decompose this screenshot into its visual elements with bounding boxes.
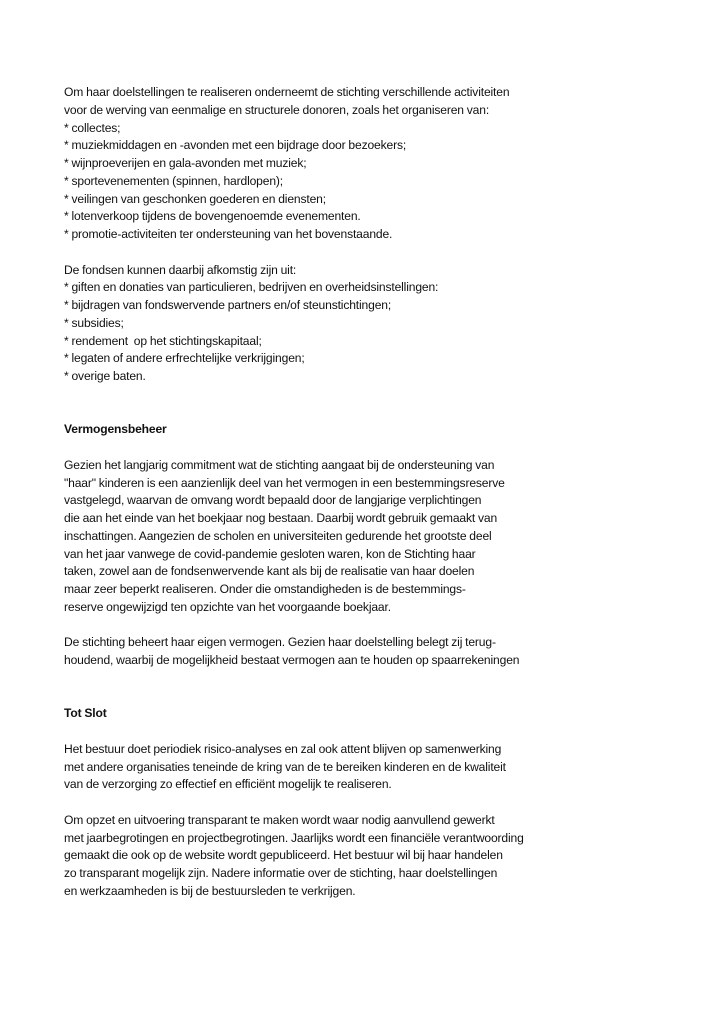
list-item: * lotenverkoop tijdens de bovengenoemde evenementen.: [64, 209, 361, 224]
section-heading-vermogensbeheer: Vermogensbeheer: [64, 422, 167, 437]
section-heading-tot-slot: Tot Slot: [64, 706, 107, 721]
text-line: zo transparant mogelijk zijn. Nadere informatie over de stichting, haar doelstellingen: [64, 866, 498, 880]
document-page: [64, 84, 684, 901]
spacer: [64, 244, 684, 262]
list-item: * giften en donaties van particulieren, bedrijven en overheidsinstellingen:: [64, 280, 439, 295]
funds-sources-list: [64, 279, 684, 386]
spacer: [64, 617, 684, 635]
list-item: * bijdragen van fondswervende partners en/of steunstichtingen;: [64, 298, 392, 312]
text-line: van de verzorging zo effectief en efficiënt mogelijk te realiseren.: [64, 777, 392, 792]
list-item: * rendement op het stichtingskapitaal;: [64, 333, 262, 348]
list-item: * veilingen van geschonken goederen en diensten;: [64, 191, 326, 206]
text-line: "haar" kinderen is een aanzienlijk deel van het vermogen in een bestemmingsreserve: [64, 475, 505, 490]
text-line: inschattingen. Aangezien de scholen en universiteiten gedurende het grootste deel: [64, 528, 492, 543]
text-line: Gezien het langjarig commitment wat de stichting aangaat bij de ondersteuning van: [64, 457, 495, 472]
spacer: [64, 386, 684, 422]
spacer: [64, 670, 684, 706]
text-line: en werkzaamheden is bij de bestuursleden te verkrijgen.: [64, 883, 356, 898]
list-item: * muziekmiddagen en -avonden met een bijdrage door bezoekers;: [64, 138, 407, 153]
text-line: maar zeer beperkt realiseren. Onder die omstandigheden is de bestemmings-: [64, 582, 466, 596]
list-item: * wijnproeverijen en gala-avonden met muziek;: [64, 156, 307, 170]
text-line: houdend, waarbij de mogelijkheid bestaat vermogen aan te houden op spaarrekeningen: [64, 653, 520, 667]
vermogensbeheer-paragraph-1: [64, 457, 684, 617]
funds-intro: De fondsen kunnen daarbij afkomstig zijn uit:: [64, 262, 297, 277]
tot-slot-paragraph-1: [64, 741, 684, 794]
vermogensbeheer-paragraph-2: [64, 634, 684, 670]
text-line: De stichting beheert haar eigen vermogen. Gezien haar doelstelling belegt zij terug-: [64, 635, 496, 650]
text-line: vastgelegd, waarvan de omvang wordt bepaald door de langjarige verplichtingen: [64, 493, 482, 508]
list-item: * sportevenementen (spinnen, hardlopen);: [64, 173, 283, 188]
activities-list: [64, 120, 684, 244]
text-line: Het bestuur doet periodiek risico-analyses en zal ook attent blijven op samenwerking: [64, 741, 502, 756]
intro-paragraph: [64, 84, 684, 120]
text-line: Om haar doelstellingen te realiseren onderneemt de stichting verschillende activiteiten: [64, 85, 510, 99]
spacer: [64, 723, 684, 741]
tot-slot-paragraph-2: [64, 812, 684, 901]
text-line: voor de werving van eenmalige en structurele donoren, zoals het organiseren van:: [64, 102, 490, 117]
text-line: taken, zowel aan de fondsenwervende kant als bij de realisatie van haar doelen: [64, 564, 475, 579]
list-item: * overige baten.: [64, 369, 146, 383]
text-line: van het jaar vanwege de covid-pandemie gesloten waren, kon de Stichting haar: [64, 546, 476, 561]
text-line: gemaakt die ook op de website wordt gepubliceerd. Het bestuur wil bij haar handelen: [64, 848, 503, 863]
spacer: [64, 794, 684, 812]
list-item: * promotie-activiteiten ter ondersteuning van het bovenstaande.: [64, 227, 393, 241]
text-line: met andere organisaties teneinde de kring van de te bereiken kinderen en de kwaliteit: [64, 759, 506, 774]
text-line: die aan het einde van het boekjaar nog bestaan. Daarbij wordt gebruik gemaakt van: [64, 511, 498, 525]
spacer: [64, 439, 684, 457]
list-item: * subsidies;: [64, 315, 124, 330]
text-line: reserve ongewijzigd ten opzichte van het voorgaande boekjaar.: [64, 599, 391, 614]
text-line: met jaarbegrotingen en projectbegrotingen. Jaarlijks wordt een financiële verantwoording: [64, 830, 524, 845]
list-item: * legaten of andere erfrechtelijke verkrijgingen;: [64, 351, 305, 366]
text-line: Om opzet en uitvoering transparant te maken wordt waar nodig aanvullend gewerkt: [64, 812, 495, 827]
list-item: * collectes;: [64, 120, 121, 135]
